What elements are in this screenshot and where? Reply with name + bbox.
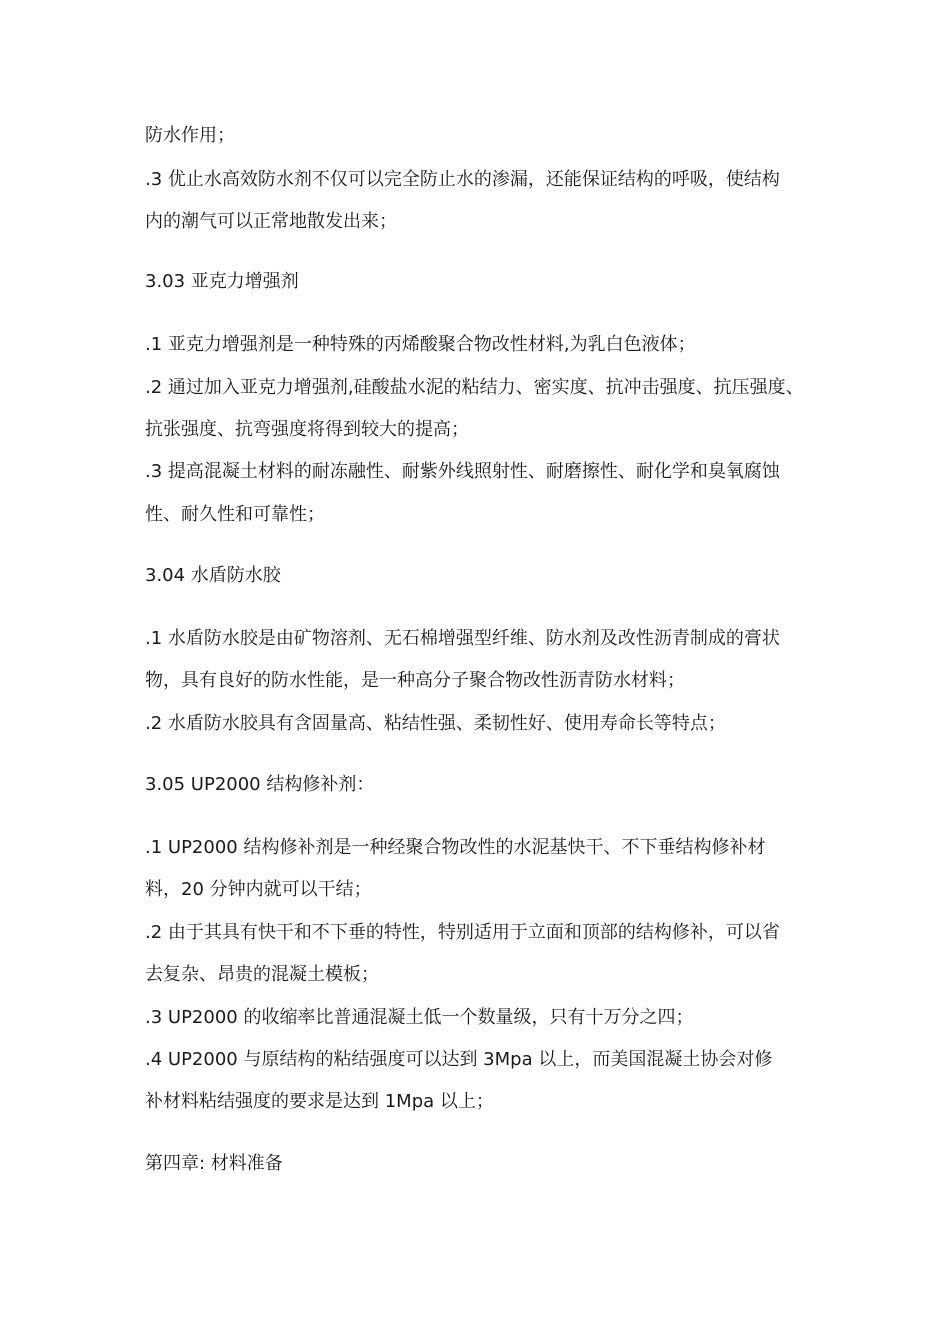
text-line: 去复杂、昂贵的混凝土模板； bbox=[145, 964, 379, 985]
text-line: .3 UP2000 的收缩率比普通混凝土低一个数量级，只有十万分之四； bbox=[145, 1007, 694, 1028]
text-line: .2 水盾防水胶具有含固量高、粘结性强、柔韧性好、使用寿命长等特点； bbox=[145, 713, 726, 734]
chapter-heading: 第四章: 材料准备 bbox=[145, 1153, 283, 1174]
text-line: .3 优止水高效防水剂不仅可以完全防止水的渗漏，还能保证结构的呼吸，使结构 bbox=[145, 169, 780, 190]
text-line: .4 UP2000 与原结构的粘结强度可以达到 3Mpa 以上，而美国混凝土协会对修 bbox=[145, 1049, 773, 1070]
text-line: 补材料粘结强度的要求是达到 1Mpa 以上； bbox=[145, 1091, 494, 1112]
section-heading-3-04: 3.04 水盾防水胶 bbox=[145, 565, 281, 586]
text-line: 物，具有良好的防水性能，是一种高分子聚合物改性沥青防水材料； bbox=[145, 670, 685, 691]
text-line: .2 由于其具有快干和不下垂的特性，特别适用于立面和顶部的结构修补，可以省 bbox=[145, 922, 780, 943]
text-line: 性、耐久性和可靠性； bbox=[145, 504, 325, 525]
text-line: .1 水盾防水胶是由矿物溶剂、无石棉增强型纤维、防水剂及改性沥青制成的膏状 bbox=[145, 628, 780, 649]
text-line: 内的潮气可以正常地散发出来； bbox=[145, 211, 397, 232]
text-line: .2 通过加入亚克力增强剂,硅酸盐水泥的粘结力、密实度、抗冲击强度、抗压强度、 bbox=[145, 377, 804, 398]
text-line: 抗张强度、抗弯强度将得到较大的提高； bbox=[145, 419, 469, 440]
text-line: .1 UP2000 结构修补剂是一种经聚合物改性的水泥基快干、不下垂结构修补材 bbox=[145, 837, 766, 858]
section-heading-3-05: 3.05 UP2000 结构修补剂： bbox=[145, 774, 375, 795]
text-line: .1 亚克力增强剂是一种特殊的丙烯酸聚合物改性材料,为乳白色液体； bbox=[145, 334, 696, 355]
text-line: .3 提高混凝土材料的耐冻融性、耐紫外线照射性、耐磨擦性、耐化学和臭氧腐蚀 bbox=[145, 461, 780, 482]
section-heading-3-03: 3.03 亚克力增强剂 bbox=[145, 271, 299, 292]
text-line: 防水作用； bbox=[145, 125, 235, 146]
text-line: 料，20 分钟内就可以干结； bbox=[145, 879, 372, 900]
